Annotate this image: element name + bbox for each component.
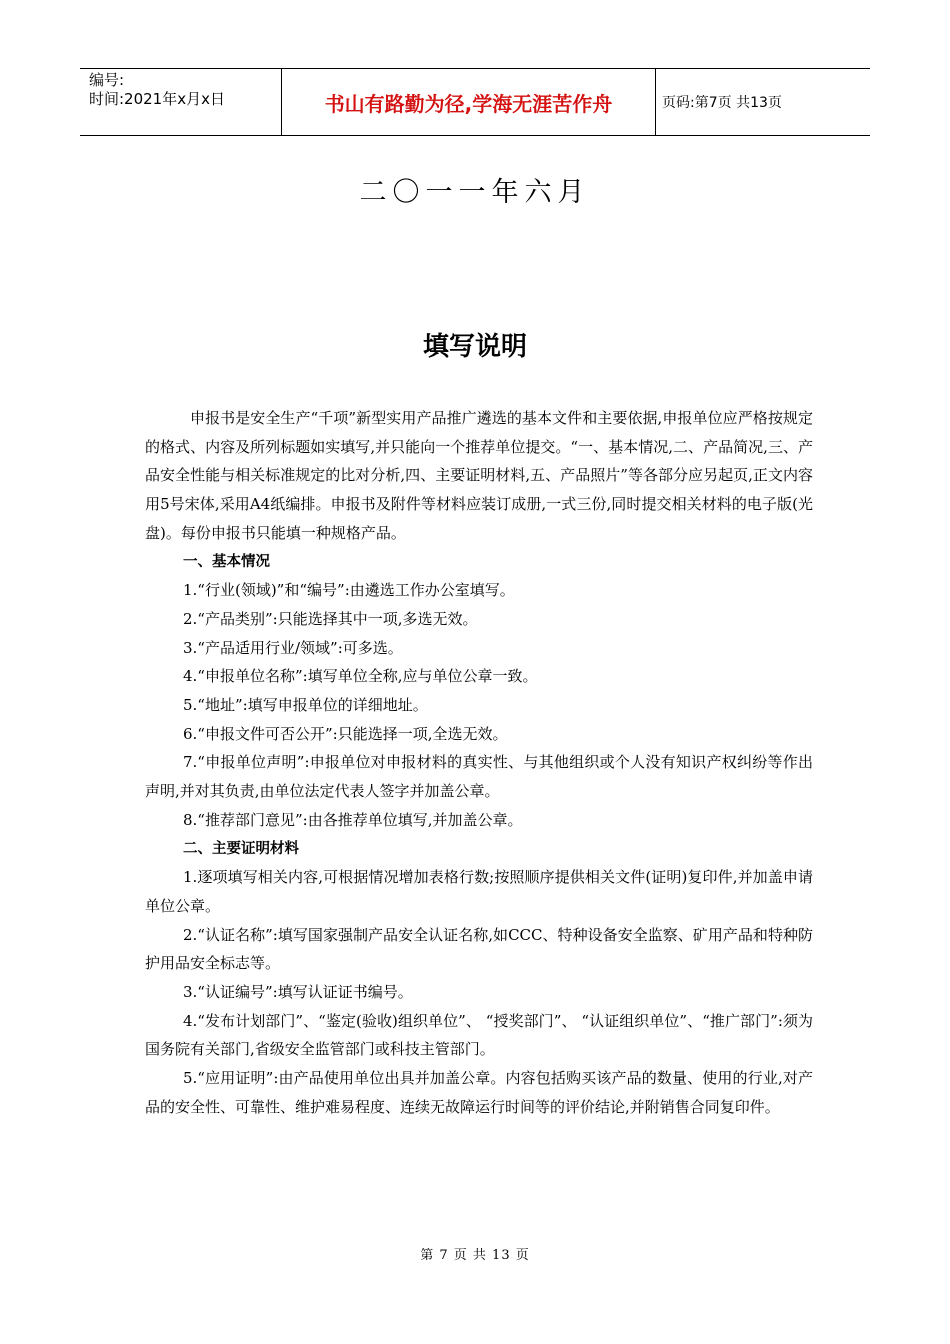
page-footer: 第 7 页 共 13 页 [420, 1248, 530, 1263]
header-meta-cell [80, 69, 282, 135]
header-table [80, 68, 870, 136]
list-item: 3.“认证编号”:填写认证证书编号。 [183, 983, 413, 1002]
doc-title: 填写说明 [422, 332, 527, 362]
list-item: 4.“申报单位名称”:填写单位全称,应与单位公章一致。 [183, 667, 538, 686]
list-item: 5.“应用证明”:由产品使用单位出具并加盖公章。内容包括购买该产品的数量、使用的行业,对产品的安全性、可靠性、维护难易程度、连续无故障运行时间等的评价结论,并附销售合同复印件。 [145, 1069, 813, 1116]
list-item: 1.逐项填写相关内容,可根据情况增加表格行数;按照顺序提供相关文件(证明)复印件,并加盖申请单位公章。 [145, 868, 813, 915]
list-item: 1.“行业(领域)”和“编号”:由遴选工作办公室填写。 [183, 581, 515, 600]
header-page-cell [656, 69, 870, 135]
date-title: 二〇一一年六月 [359, 177, 591, 208]
list-item: 6.“申报文件可否公开”:只能选择一项,全选无效。 [183, 724, 508, 743]
time-label: 时间:2021年x月x日 [89, 90, 225, 108]
header-motto-cell [282, 69, 656, 135]
list-item: 5.“地址”:填写申报单位的详细地址。 [183, 696, 428, 715]
list-item: 7.“申报单位声明”:申报单位对申报材料的真实性、与其他组织或个人没有知识产权纠纷等作出声明,并对其负责,由单位法定代表人签字并加盖公章。 [145, 753, 813, 801]
intro-paragraph: 申报书是安全生产“千项”新型实用产品推广遴选的基本文件和主要依据,申报单位应严格按规定的格式、内容及所列标题如实填写,并只能向一个推荐单位提交。“一、基本情况,二、产品简况,三、产品安全性能与相关标准规定的比对分析,四、主要证明材料,五、产品照片”等各部分应另起页,正文内容用5号宋体,采用A4纸编排。申报书及附件等材料应装订成册,一式三份,同时提交相关材料的电子版(光盘)。每份申报书只能填一种规格产品。 [145, 409, 813, 542]
list-item: 2.“产品类别”:只能选择其中一项,多选无效。 [183, 609, 478, 628]
section1-heading: 一、基本情况 [183, 553, 270, 570]
list-item: 2.“认证名称”:填写国家强制产品安全认证名称,如CCC、特种设备安全监察、矿用产品和特种防护用品安全标志等。 [145, 925, 813, 973]
list-item: 4.“发布计划部门”、“鉴定(验收)组织单位”、 “授奖部门”、 “认证组织单位”、“推广部门”:须为国务院有关部门,省级安全监管部门或科技主管部门。 [145, 1011, 813, 1059]
list-item: 3.“产品适用行业/领域”:可多选。 [183, 638, 403, 657]
motto-text: 书山有路勤为径,学海无涯苦作舟 [324, 91, 613, 116]
body-text [145, 404, 813, 1122]
section2-heading: 二、主要证明材料 [183, 840, 299, 857]
page-info: 页码:第7页 共13页 [662, 95, 782, 111]
number-label: 编号: [89, 71, 125, 89]
list-item: 8.“推荐部门意见”:由各推荐单位填写,并加盖公章。 [183, 810, 523, 829]
